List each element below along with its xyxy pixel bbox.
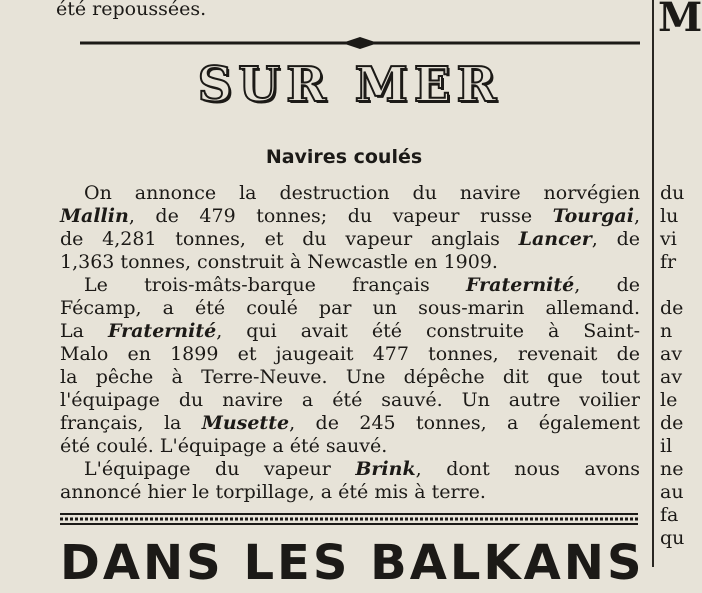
- body-line: [60, 366, 640, 389]
- ship-name: Musette: [201, 412, 290, 434]
- ship-name: Brink: [355, 458, 416, 480]
- adjacent-line-fragment: qu: [660, 527, 685, 549]
- body-text: , de 245 tonnes, a également: [289, 412, 641, 434]
- body-text: de 4,281 tonnes, et du vapeur anglais: [60, 228, 519, 250]
- ship-name: Tourgai: [552, 205, 634, 227]
- body-line: [60, 343, 640, 366]
- body-line: [60, 297, 640, 320]
- body-text: , de 479 tonnes; du vapeur russe: [128, 205, 553, 227]
- body-line: [60, 228, 640, 251]
- body-text: , dont nous avons: [415, 458, 640, 480]
- body-line: [60, 274, 640, 297]
- adjacent-line-fragment: lu: [660, 205, 679, 227]
- body-text: , de: [591, 228, 640, 250]
- previous-article-tail: été repoussées.: [56, 0, 207, 20]
- adjacent-line-fragment: n: [660, 320, 673, 342]
- body-text: annoncé hier le torpillage, a été mis à terre.: [60, 481, 486, 503]
- body-line: [60, 389, 640, 412]
- body-line: [60, 251, 640, 274]
- adjacent-line-fragment: de: [660, 412, 684, 434]
- adjacent-line-fragment: av: [660, 366, 683, 388]
- body-text: la pêche à Terre-Neuve. Une dépêche dit que tout: [60, 366, 640, 388]
- body-line: [60, 412, 640, 435]
- body-line: [60, 481, 640, 504]
- column-divider: [652, 0, 654, 567]
- body-line: [60, 435, 640, 458]
- body-text: La: [60, 320, 108, 342]
- double-rule-bottom: [60, 511, 638, 527]
- adjacent-line-fragment: au: [660, 481, 684, 503]
- body-line: [60, 458, 640, 481]
- section-title: SUR MER: [197, 57, 503, 113]
- adjacent-headline-fragment: M: [658, 0, 702, 41]
- adjacent-line-fragment: de: [660, 297, 684, 319]
- adjacent-line-fragment: le: [660, 389, 678, 411]
- body-text: , de: [574, 274, 640, 296]
- adjacent-line-fragment: ne: [660, 458, 684, 480]
- body-text: L'équipage du vapeur: [84, 458, 356, 480]
- adjacent-line-fragment: fr: [660, 251, 677, 273]
- body-line: [60, 205, 640, 228]
- body-text: Fécamp, a été coulé par un sous-marin allemand.: [60, 297, 640, 319]
- body-text: été coulé. L'équipage a été sauvé.: [60, 435, 388, 457]
- adjacent-line-fragment: du: [660, 182, 685, 204]
- body-line: [60, 182, 640, 205]
- ship-name: Fraternité: [466, 274, 575, 296]
- adjacent-line-fragment: vi: [660, 228, 677, 250]
- article-headline: Navires coulés: [265, 146, 423, 168]
- body-text: ,: [633, 205, 640, 227]
- ship-name: Lancer: [518, 228, 592, 250]
- body-line: [60, 320, 640, 343]
- body-text: Le trois-mâts-barque français: [84, 274, 466, 296]
- ornamental-rule-top: [80, 35, 640, 51]
- next-section-title: DANS LES BALKANS: [60, 535, 645, 591]
- adjacent-line-fragment: fa: [660, 504, 679, 526]
- adjacent-line-fragment: av: [660, 343, 683, 365]
- body-text: Malo en 1899 et jaugeait 477 tonnes, revenait de: [60, 343, 640, 365]
- adjacent-line-fragment: il: [660, 435, 673, 457]
- ship-name: Fraternité: [107, 320, 217, 342]
- body-text: 1,363 tonnes, construit à Newcastle en 1909.: [60, 251, 498, 273]
- body-text: , qui avait été construite à Saint-: [216, 320, 640, 342]
- body-text: l'équipage du navire a été sauvé. Un autre voilier: [60, 389, 640, 411]
- adjacent-column: [656, 0, 702, 567]
- ship-name: Mallin: [60, 205, 129, 227]
- article-body: [60, 182, 640, 504]
- body-text: On annonce la destruction du navire norvégien: [84, 182, 640, 204]
- body-text: français, la: [60, 412, 202, 434]
